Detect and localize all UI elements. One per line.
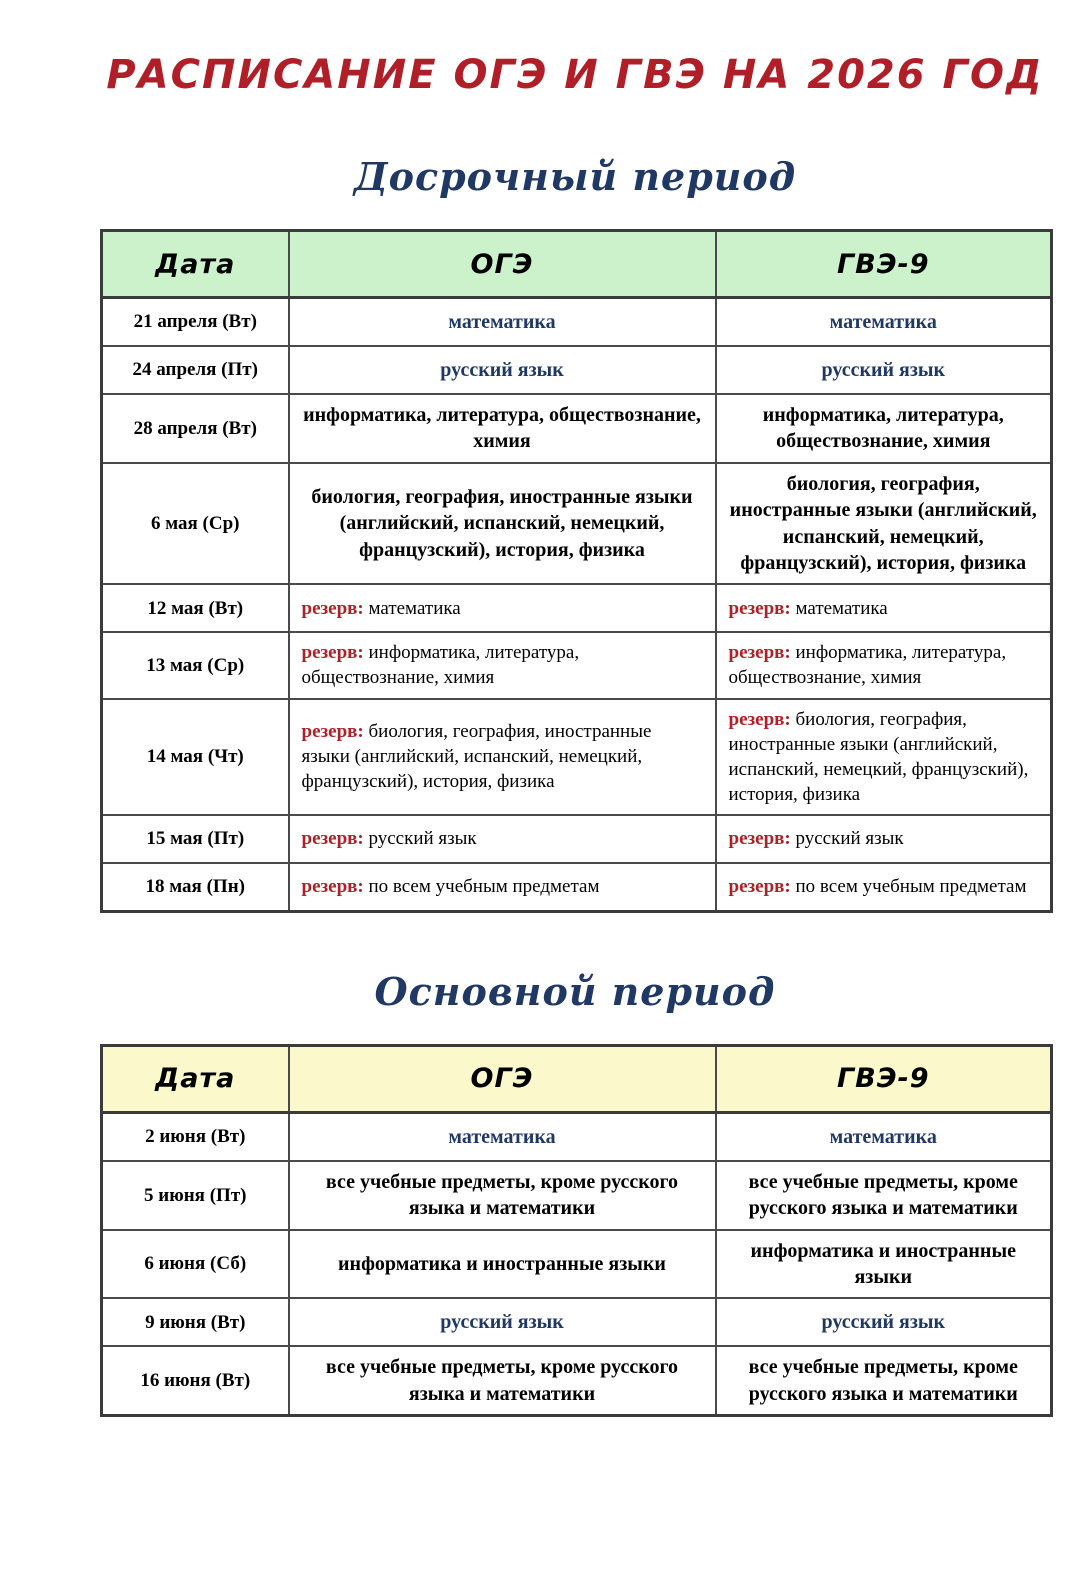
- date-cell: 14 мая (Чт): [102, 699, 289, 815]
- reserve-text: биология, география, иностранные языки (английский, испанский, немецкий, французский), история, физика: [301, 721, 652, 793]
- table-row: [102, 1161, 1052, 1230]
- reserve-label: резерв:: [728, 597, 791, 619]
- table-row: [102, 1298, 1052, 1346]
- table-body-early: [102, 298, 1052, 912]
- table-row: [102, 863, 1052, 912]
- reserve-text: русский язык: [790, 828, 904, 850]
- subject-cell-gve9: [716, 584, 1052, 632]
- subject-cell-oge: информатика и иностранные языки: [289, 1230, 716, 1299]
- table-body-main: [102, 1112, 1052, 1415]
- subject-cell-gve9: информатика и иностранные языки: [716, 1230, 1052, 1299]
- subject-cell-oge: русский язык: [289, 346, 716, 394]
- schedule-page: [100, 52, 1050, 1417]
- section-early: [100, 154, 1050, 913]
- date-cell: 6 июня (Сб): [102, 1230, 289, 1299]
- subject-cell-oge: биология, география, иностранные языки (английский, испанский, немецкий, французский), история, физика: [289, 463, 716, 585]
- reserve-text: русский язык: [363, 828, 477, 850]
- subject-cell-oge: русский язык: [289, 1298, 716, 1346]
- subject-cell-oge: математика: [289, 298, 716, 347]
- subject-cell-oge: все учебные предметы, кроме русского языка и математики: [289, 1346, 716, 1415]
- subject-cell-oge: все учебные предметы, кроме русского языка и математики: [289, 1161, 716, 1230]
- subject-cell-gve9: математика: [716, 298, 1052, 347]
- date-cell: 9 июня (Вт): [102, 1298, 289, 1346]
- column-header-date: Дата: [102, 231, 289, 298]
- table-row: [102, 1230, 1052, 1299]
- subject-cell-oge: [289, 699, 716, 815]
- table-row: [102, 815, 1052, 863]
- subject-cell-oge: [289, 863, 716, 912]
- reserve-label: резерв:: [728, 708, 791, 730]
- table-header-early: [102, 231, 1052, 298]
- reserve-label: резерв:: [301, 642, 364, 664]
- table-row: [102, 632, 1052, 698]
- subject-cell-gve9: все учебные предметы, кроме русского языка и математики: [716, 1161, 1052, 1230]
- header-row: [102, 1045, 1052, 1112]
- column-header-gve9: ГВЭ-9: [716, 1045, 1052, 1112]
- reserve-text: по всем учебным предметам: [363, 876, 600, 898]
- date-cell: 12 мая (Вт): [102, 584, 289, 632]
- subject-cell-gve9: русский язык: [716, 346, 1052, 394]
- subject-cell-gve9: все учебные предметы, кроме русского языка и математики: [716, 1346, 1052, 1415]
- reserve-label: резерв:: [301, 876, 364, 898]
- reserve-label: резерв:: [301, 828, 364, 850]
- reserve-label: резерв:: [301, 597, 364, 619]
- date-cell: 6 мая (Ср): [102, 463, 289, 585]
- reserve-text: биология, география, иностранные языки (английский, испанский, немецкий, французский), история, физика: [728, 708, 1029, 805]
- subject-cell-gve9: биология, география, иностранные языки (английский, испанский, немецкий, французский), история, физика: [716, 463, 1052, 585]
- section-heading-main: Основной период: [374, 968, 776, 1014]
- date-cell: 13 мая (Ср): [102, 632, 289, 698]
- schedule-table-main: [100, 1044, 1053, 1417]
- date-cell: 24 апреля (Пт): [102, 346, 289, 394]
- table-row: [102, 1346, 1052, 1415]
- date-cell: 21 апреля (Вт): [102, 298, 289, 347]
- subject-cell-gve9: [716, 699, 1052, 815]
- reserve-text: информатика, литература, обществознание, химия: [301, 642, 580, 689]
- subject-cell-gve9: [716, 632, 1052, 698]
- reserve-text: информатика, литература, обществознание, химия: [728, 642, 1007, 689]
- header-row: [102, 231, 1052, 298]
- date-cell: 5 июня (Пт): [102, 1161, 289, 1230]
- column-header-date: Дата: [102, 1045, 289, 1112]
- subject-cell-oge: [289, 584, 716, 632]
- date-cell: 15 мая (Пт): [102, 815, 289, 863]
- subject-cell-oge: математика: [289, 1112, 716, 1161]
- reserve-label: резерв:: [301, 721, 364, 743]
- column-header-oge: ОГЭ: [289, 1045, 716, 1112]
- date-cell: 28 апреля (Вт): [102, 394, 289, 463]
- date-cell: 18 мая (Пн): [102, 863, 289, 912]
- table-header-main: [102, 1045, 1052, 1112]
- subject-cell-oge: [289, 632, 716, 698]
- subject-cell-gve9: русский язык: [716, 1298, 1052, 1346]
- reserve-label: резерв:: [728, 642, 791, 664]
- page-title: РАСПИСАНИЕ ОГЭ И ГВЭ НА 2026 ГОД: [106, 52, 1044, 98]
- subject-cell-gve9: [716, 815, 1052, 863]
- table-row: [102, 298, 1052, 347]
- date-cell: 2 июня (Вт): [102, 1112, 289, 1161]
- reserve-label: резерв:: [728, 876, 791, 898]
- table-row: [102, 346, 1052, 394]
- table-row: [102, 463, 1052, 585]
- reserve-text: математика: [790, 597, 888, 619]
- reserve-text: по всем учебным предметам: [790, 876, 1027, 898]
- section-main: [100, 969, 1050, 1417]
- subject-cell-gve9: информатика, литература, обществознание, химия: [716, 394, 1052, 463]
- reserve-label: резерв:: [728, 828, 791, 850]
- schedule-table-early: [100, 229, 1053, 913]
- subject-cell-oge: информатика, литература, обществознание, химия: [289, 394, 716, 463]
- subject-cell-gve9: математика: [716, 1112, 1052, 1161]
- table-row: [102, 1112, 1052, 1161]
- subject-cell-oge: [289, 815, 716, 863]
- subject-cell-gve9: [716, 863, 1052, 912]
- table-row: [102, 699, 1052, 815]
- section-heading-early: Досрочный период: [353, 154, 797, 199]
- column-header-oge: ОГЭ: [289, 231, 716, 298]
- date-cell: 16 июня (Вт): [102, 1346, 289, 1415]
- reserve-text: математика: [363, 597, 461, 619]
- column-header-gve9: ГВЭ-9: [716, 231, 1052, 298]
- table-row: [102, 394, 1052, 463]
- table-row: [102, 584, 1052, 632]
